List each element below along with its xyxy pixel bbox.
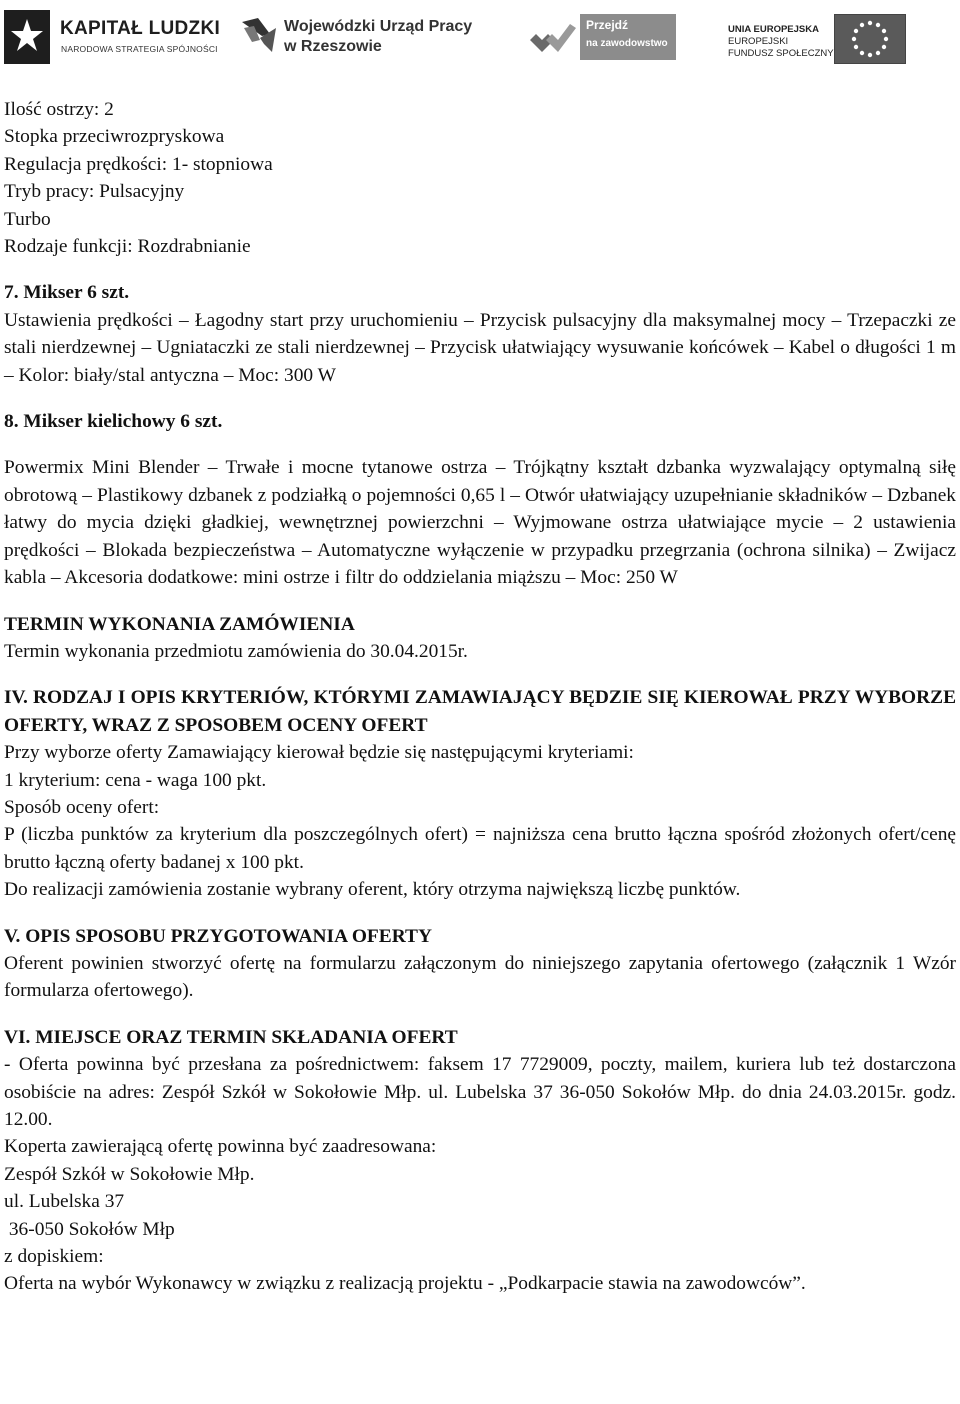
kapital-ludzki-logo: [4, 8, 221, 68]
ue-line2: EUROPEJSKI: [728, 36, 789, 47]
logo-bar: [0, 0, 960, 72]
ue-line1: UNIA EUROPEJSKA: [728, 24, 819, 35]
wup-emblem-icon: [240, 14, 280, 61]
ue-line3: FUNDUSZ SPOŁECZNY: [728, 48, 834, 59]
mikser-description: Ustawienia prędkości – Łagodny start przy uruchomieniu – Przycisk pulsacyjny dla maksymalnej mocy – Trzepaczki ze stali nierdzewnej – Ugniataczki ze stali nierdzewnej – Przycisk ułatwiający wysuwanie końcówek – Kabel o długości 1 m – Kolor: biały/stal antyczna – Moc: 300 W: [4, 309, 956, 386]
section-iv-line4: Do realizacji zamówienia zostanie wybrany oferent, który otrzyma największą liczbę punktów.: [4, 879, 741, 901]
przejdz-line2: na zawodowstwo: [586, 38, 668, 49]
section-v-text: Oferent powinien stworzyć ofertę na formularzu załączonym do niniejszego zapytania ofertowego (załącznik 1 Wzór formularza ofertowego).: [4, 952, 956, 1002]
address-line2: ul. Lubelska 37: [4, 1191, 125, 1213]
spec-line: Ilość ostrzy: 2: [4, 99, 114, 120]
kapital-ludzki-title: KAPITAŁ LUDZKI: [60, 18, 221, 39]
section-iv-heading: IV. RODZAJ I OPIS KRYTERIÓW, KTÓRYMI ZAMAWIAJĄCY BĘDZIE SIĘ KIEROWAŁ PRZY WYBORZE OFERTY, WRAZ Z SPOSOBEM OCENY OFERT: [4, 687, 956, 736]
przejdz-logo: [528, 8, 688, 68]
kielichowy-heading: 8. Mikser kielichowy 6 szt.: [4, 411, 223, 433]
section-iv-line1: Przy wyborze oferty Zamawiający kierował będzie się następującymi kryteriami:: [4, 742, 634, 764]
section-vi-text: - Oferta powinna być przesłana za pośrednictwem: faksem 17 7729009, poczty, mailem, kuriera lub też dostarczona osobiście na adres: Zespół Szkół w Sokołowie Młp. ul. Lubelska 37 36-050 Sokołów Młp. do dnia 24.03.2015r. godz. 12.00.: [4, 1054, 956, 1130]
section-v-heading: V. OPIS SPOSOBU PRZYGOTOWANIA OFERTY: [4, 925, 432, 947]
spec-line: Tryb pracy: Pulsacyjny: [4, 181, 185, 203]
spec-line: Regulacja prędkości: 1- stopniowa: [4, 153, 273, 175]
document-body: [4, 96, 956, 1298]
spec-line: Rodzaje funkcji: Rozdrabnianie: [4, 236, 251, 258]
address-line3: 36-050 Sokołów Młp: [4, 1218, 175, 1240]
mikser-heading: 7. Mikser 6 szt.: [4, 282, 130, 304]
eu-flag-icon: [834, 14, 906, 64]
koperta-text: Koperta zawierającą ofertę powinna być zaadresowana:: [4, 1136, 437, 1158]
section-vi-heading: VI. MIEJSCE ORAZ TERMIN SKŁADANIA OFERT: [4, 1026, 458, 1048]
check-arrows-icon: [528, 22, 578, 61]
kapital-ludzki-star-icon: [4, 10, 50, 64]
dopisek-label: z dopiskiem:: [4, 1246, 104, 1268]
kielichowy-description: Powermix Mini Blender – Trwałe i mocne tytanowe ostrza – Trójkątny kształt dzbanka wyzwalający optymalną siłę obrotową – Plastikowy dzbanek z podziałką o pojemności 0,65 l – Otwór ułatwiający uzupełnianie składników – Dzbanek łatwy do mycia dzięki gładkiej, wewnętrznej powierzchni – Wyjmowane ostrza ułatwiające mycie – 2 ustawienia prędkości – Blokada bezpieczeństwa – Automatyczne wyłączenie w przypadku przegrzania (ochrona silnika) – Zwijacz kabla – Akcesoria dodatkowe: mini ostrze i filtr do oddzielania miąższu – Moc: 250 W: [4, 457, 956, 589]
wup-line2: w Rzeszowie: [284, 38, 382, 55]
przejdz-line1: Przejdź: [586, 18, 629, 32]
termin-text: Termin wykonania przedmiotu zamówienia do 30.04.2015r.: [4, 640, 468, 662]
spec-line: Stopka przeciwrozpryskowa: [4, 126, 225, 148]
section-iv-line2: 1 kryterium: cena - waga 100 pkt.: [4, 769, 267, 791]
wup-logo: [240, 8, 480, 68]
section-iv-formula: P (liczba punktów za kryterium dla poszczególnych ofert) = najniższa cena brutto łączna spośród złożonych ofert/cenę brutto łączną oferty badanej x 100 pkt.: [4, 824, 956, 873]
wup-line1: Wojewódzki Urząd Pracy: [284, 18, 473, 35]
spec-line: Turbo: [4, 208, 51, 230]
final-note: Oferta na wybór Wykonawcy w związku z realizacją projektu - „Podkarpacie stawia na zawodowców”.: [4, 1273, 806, 1295]
termin-heading: TERMIN WYKONANIA ZAMÓWIENIA: [4, 613, 355, 635]
ue-logo: [728, 8, 956, 68]
kapital-ludzki-subtitle: NARODOWA STRATEGIA SPÓJNOŚCI: [61, 44, 218, 54]
address-line1: Zespół Szkół w Sokołowie Młp.: [4, 1163, 255, 1185]
section-iv-line3: Sposób oceny ofert:: [4, 796, 160, 818]
